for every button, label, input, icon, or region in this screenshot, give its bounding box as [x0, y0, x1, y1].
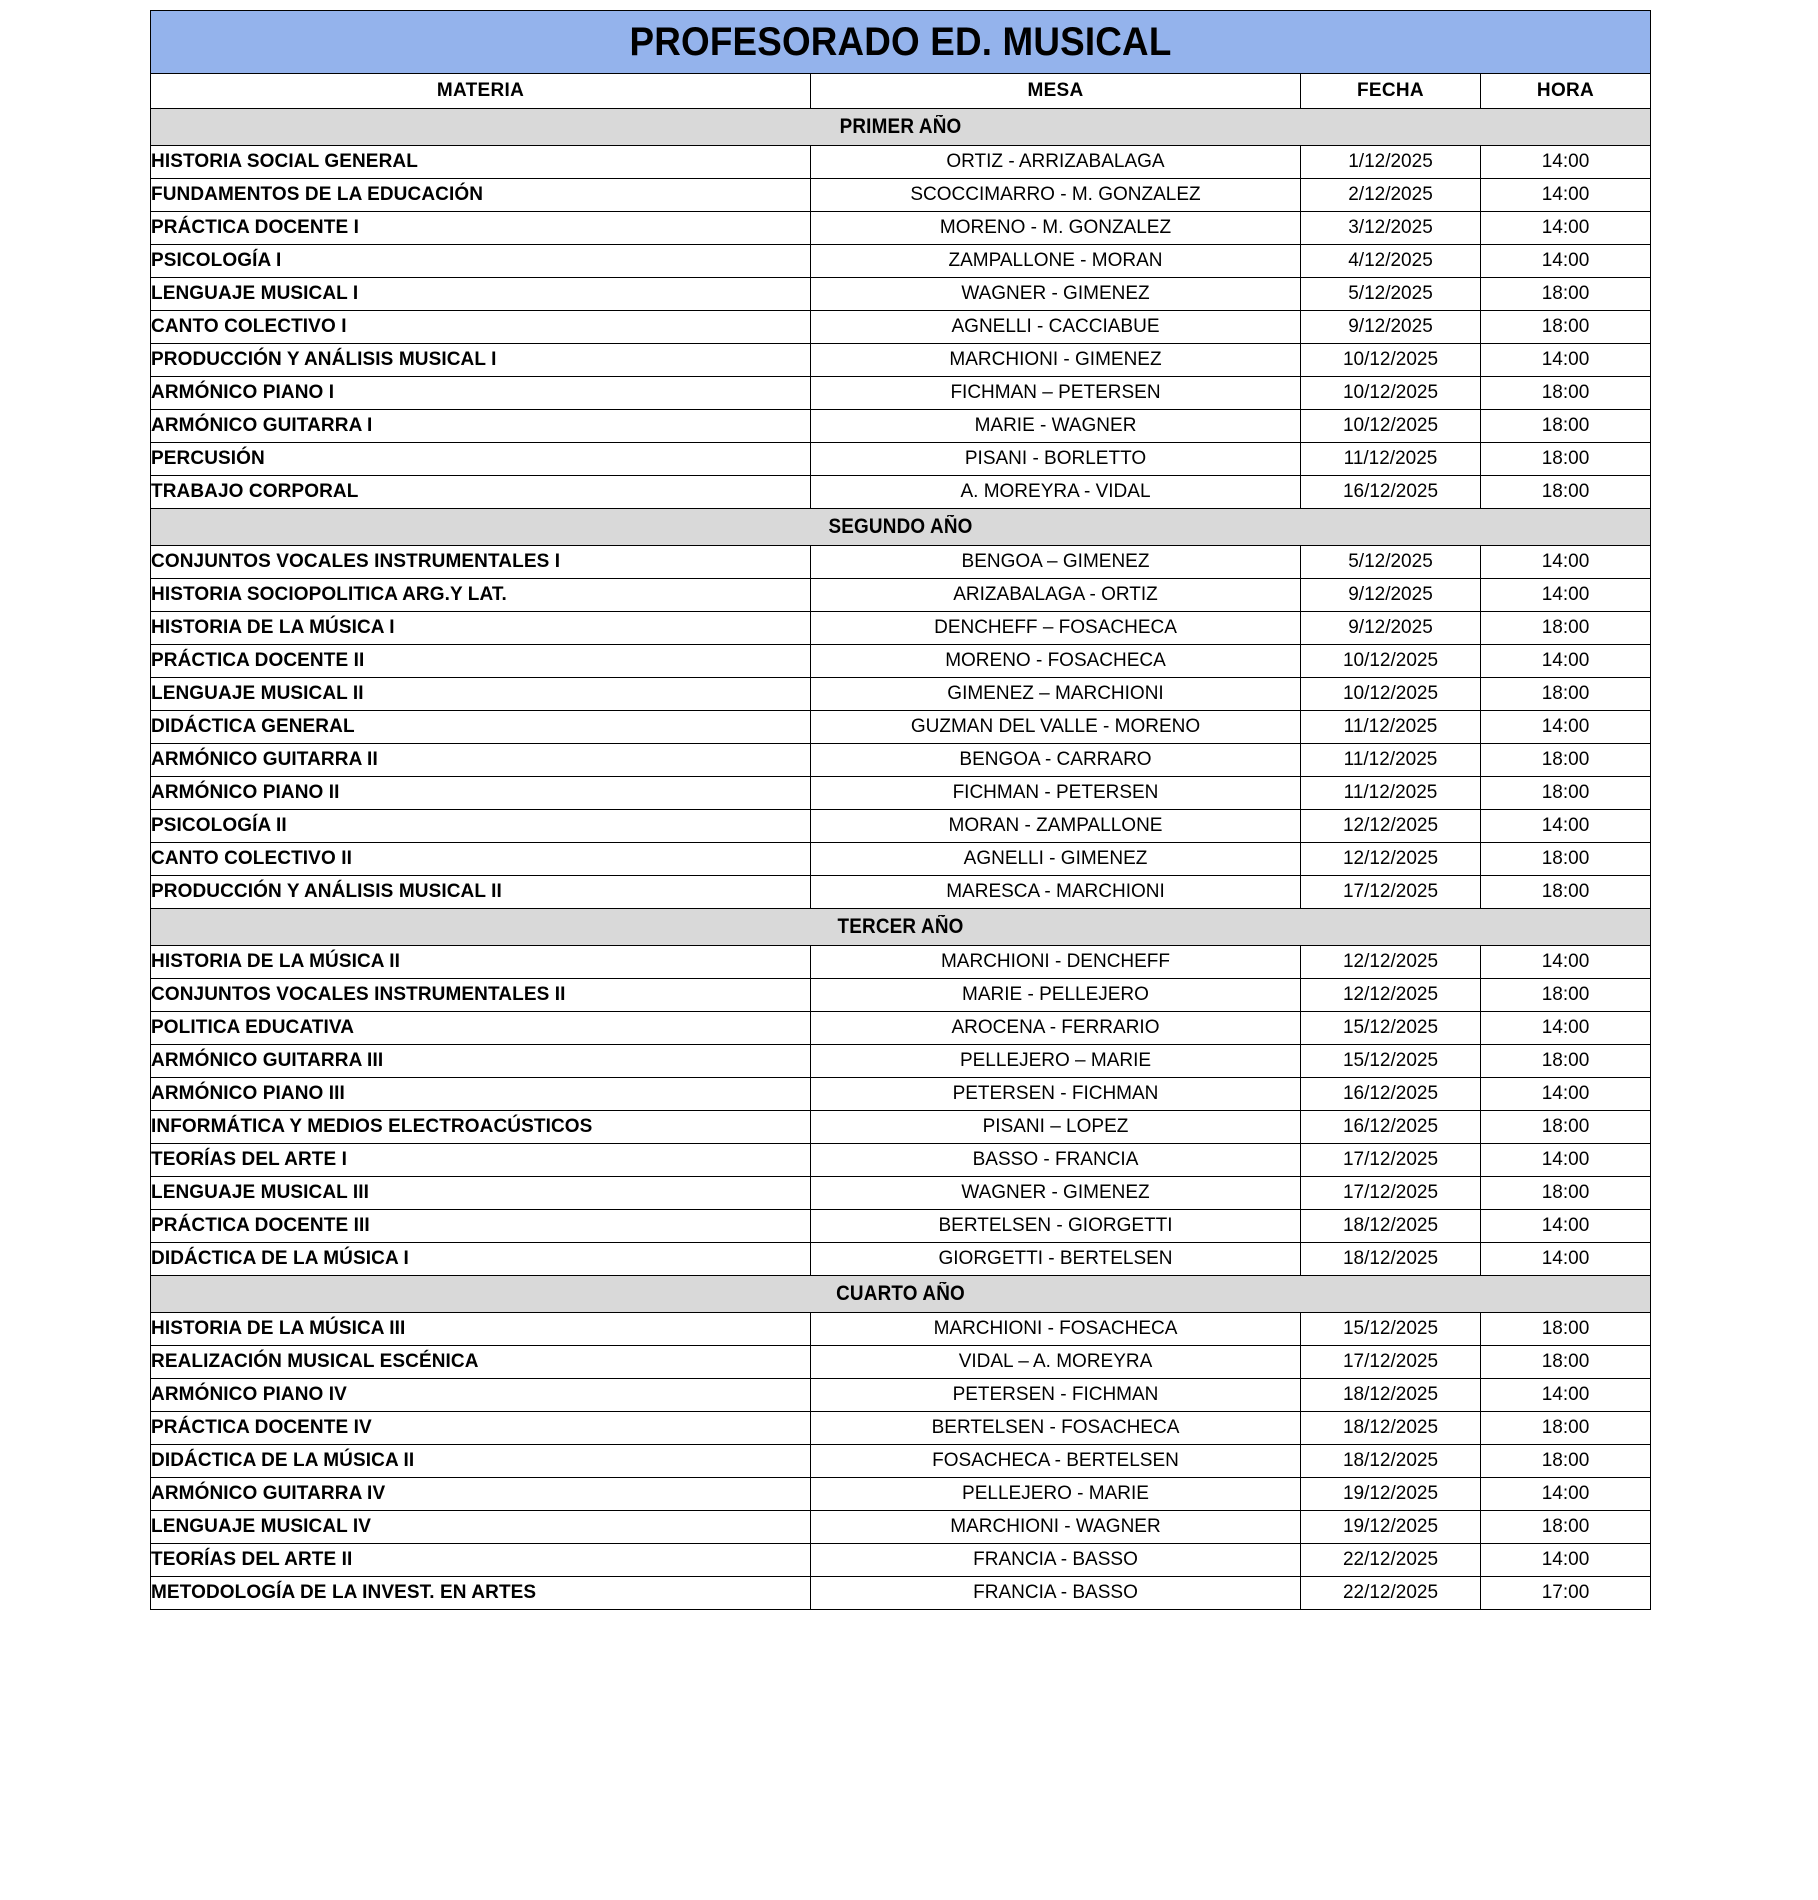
- table-row: [151, 1144, 1651, 1177]
- year-section-text: TERCER AÑO: [837, 915, 964, 938]
- exam-date: 16/12/2025: [1301, 1111, 1481, 1144]
- exam-board: ZAMPALLONE - MORAN: [811, 245, 1301, 278]
- table-row: [151, 678, 1651, 711]
- exam-time: 14:00: [1481, 179, 1651, 212]
- exam-date: 16/12/2025: [1301, 476, 1481, 509]
- exam-time: 14:00: [1481, 344, 1651, 377]
- exam-board: ORTIZ - ARRIZABALAGA: [811, 146, 1301, 179]
- exam-subject: ARMÓNICO PIANO I: [151, 377, 811, 410]
- exam-time: 18:00: [1481, 377, 1651, 410]
- exam-subject: DIDÁCTICA GENERAL: [151, 711, 811, 744]
- column-header-fecha: FECHA: [1301, 74, 1481, 109]
- exam-subject: ARMÓNICO PIANO II: [151, 777, 811, 810]
- table-row: [151, 1012, 1651, 1045]
- table-row: [151, 311, 1651, 344]
- table-row: [151, 1313, 1651, 1346]
- exam-subject: DIDÁCTICA DE LA MÚSICA I: [151, 1243, 811, 1276]
- table-row: [151, 1412, 1651, 1445]
- exam-date: 15/12/2025: [1301, 1313, 1481, 1346]
- exam-time: 14:00: [1481, 1012, 1651, 1045]
- exam-subject: PSICOLOGÍA I: [151, 245, 811, 278]
- exam-time: 18:00: [1481, 1111, 1651, 1144]
- exam-date: 19/12/2025: [1301, 1511, 1481, 1544]
- exam-time: 18:00: [1481, 1511, 1651, 1544]
- exam-date: 22/12/2025: [1301, 1577, 1481, 1610]
- exam-board: GIORGETTI - BERTELSEN: [811, 1243, 1301, 1276]
- exam-time: 18:00: [1481, 1445, 1651, 1478]
- exam-date: 18/12/2025: [1301, 1412, 1481, 1445]
- exam-board: MARCHIONI - WAGNER: [811, 1511, 1301, 1544]
- title-row: [151, 11, 1651, 74]
- exam-board: FICHMAN - PETERSEN: [811, 777, 1301, 810]
- year-section-row: [151, 509, 1651, 546]
- exam-date: 10/12/2025: [1301, 344, 1481, 377]
- exam-board: MARCHIONI - FOSACHECA: [811, 1313, 1301, 1346]
- table-row: [151, 876, 1651, 909]
- table-row: [151, 1346, 1651, 1379]
- exam-board: PELLEJERO – MARIE: [811, 1045, 1301, 1078]
- exam-board: PETERSEN - FICHMAN: [811, 1379, 1301, 1412]
- exam-date: 10/12/2025: [1301, 377, 1481, 410]
- exam-time: 18:00: [1481, 410, 1651, 443]
- table-row: [151, 1577, 1651, 1610]
- exam-date: 15/12/2025: [1301, 1012, 1481, 1045]
- exam-date: 2/12/2025: [1301, 179, 1481, 212]
- exam-board: MORENO - M. GONZALEZ: [811, 212, 1301, 245]
- exam-time: 14:00: [1481, 1379, 1651, 1412]
- exam-board: MARCHIONI - DENCHEFF: [811, 946, 1301, 979]
- exam-subject: CANTO COLECTIVO I: [151, 311, 811, 344]
- exam-time: 18:00: [1481, 1346, 1651, 1379]
- exam-date: 12/12/2025: [1301, 946, 1481, 979]
- exam-subject: TRABAJO CORPORAL: [151, 476, 811, 509]
- exam-board: BASSO - FRANCIA: [811, 1144, 1301, 1177]
- page-title: [151, 11, 1651, 74]
- year-section-text: PRIMER AÑO: [839, 115, 962, 138]
- exam-board: GUZMAN DEL VALLE - MORENO: [811, 711, 1301, 744]
- exam-date: 11/12/2025: [1301, 777, 1481, 810]
- exam-time: 14:00: [1481, 245, 1651, 278]
- exam-subject: PRÁCTICA DOCENTE I: [151, 212, 811, 245]
- table-row: [151, 1379, 1651, 1412]
- exam-board: PISANI – LOPEZ: [811, 1111, 1301, 1144]
- table-row: [151, 1511, 1651, 1544]
- exam-time: 18:00: [1481, 1412, 1651, 1445]
- table-row: [151, 1445, 1651, 1478]
- year-section-text: CUARTO AÑO: [836, 1282, 965, 1305]
- exam-date: 12/12/2025: [1301, 843, 1481, 876]
- exam-date: 11/12/2025: [1301, 744, 1481, 777]
- exam-date: 22/12/2025: [1301, 1544, 1481, 1577]
- exam-subject: PRÁCTICA DOCENTE IV: [151, 1412, 811, 1445]
- exam-date: 17/12/2025: [1301, 1346, 1481, 1379]
- exam-time: 18:00: [1481, 843, 1651, 876]
- exam-date: 18/12/2025: [1301, 1243, 1481, 1276]
- year-section-row: [151, 109, 1651, 146]
- table-row: [151, 476, 1651, 509]
- exam-date: 18/12/2025: [1301, 1445, 1481, 1478]
- exam-board: VIDAL – A. MOREYRA: [811, 1346, 1301, 1379]
- exam-board: ARIZABALAGA - ORTIZ: [811, 579, 1301, 612]
- exam-board: AGNELLI - GIMENEZ: [811, 843, 1301, 876]
- exam-time: 18:00: [1481, 1313, 1651, 1346]
- exam-date: 17/12/2025: [1301, 1177, 1481, 1210]
- exam-board: GIMENEZ – MARCHIONI: [811, 678, 1301, 711]
- exam-time: 14:00: [1481, 645, 1651, 678]
- table-row: [151, 711, 1651, 744]
- exam-time: 18:00: [1481, 476, 1651, 509]
- table-row: [151, 1111, 1651, 1144]
- table-row: [151, 1544, 1651, 1577]
- table-row: [151, 744, 1651, 777]
- exam-time: 18:00: [1481, 1045, 1651, 1078]
- exam-time: 18:00: [1481, 876, 1651, 909]
- exam-time: 18:00: [1481, 278, 1651, 311]
- exam-date: 12/12/2025: [1301, 810, 1481, 843]
- exam-board: MORENO - FOSACHECA: [811, 645, 1301, 678]
- table-row: [151, 546, 1651, 579]
- exam-time: 14:00: [1481, 579, 1651, 612]
- exam-time: 18:00: [1481, 1177, 1651, 1210]
- exam-subject: LENGUAJE MUSICAL I: [151, 278, 811, 311]
- exam-board: AROCENA - FERRARIO: [811, 1012, 1301, 1045]
- exam-board: PETERSEN - FICHMAN: [811, 1078, 1301, 1111]
- exam-subject: CANTO COLECTIVO II: [151, 843, 811, 876]
- exam-subject: TEORÍAS DEL ARTE I: [151, 1144, 811, 1177]
- table-row: [151, 843, 1651, 876]
- exam-board: BENGOA - CARRARO: [811, 744, 1301, 777]
- exam-time: 14:00: [1481, 810, 1651, 843]
- exam-subject: PRÁCTICA DOCENTE II: [151, 645, 811, 678]
- exam-subject: PRODUCCIÓN Y ANÁLISIS MUSICAL II: [151, 876, 811, 909]
- page-title-text: PROFESORADO ED. MUSICAL: [629, 19, 1172, 64]
- exam-board: MARIE - WAGNER: [811, 410, 1301, 443]
- exam-date: 12/12/2025: [1301, 979, 1481, 1012]
- exam-date: 15/12/2025: [1301, 1045, 1481, 1078]
- exam-subject: LENGUAJE MUSICAL III: [151, 1177, 811, 1210]
- exam-time: 14:00: [1481, 1544, 1651, 1577]
- exam-time: 14:00: [1481, 1243, 1651, 1276]
- table-row: [151, 344, 1651, 377]
- exam-subject: ARMÓNICO PIANO IV: [151, 1379, 811, 1412]
- exam-board: WAGNER - GIMENEZ: [811, 1177, 1301, 1210]
- exam-board: FICHMAN – PETERSEN: [811, 377, 1301, 410]
- table-row: [151, 946, 1651, 979]
- exam-board: A. MOREYRA - VIDAL: [811, 476, 1301, 509]
- exam-board: PISANI - BORLETTO: [811, 443, 1301, 476]
- exam-time: 14:00: [1481, 1210, 1651, 1243]
- exam-subject: ARMÓNICO GUITARRA I: [151, 410, 811, 443]
- exam-subject: ARMÓNICO GUITARRA II: [151, 744, 811, 777]
- exam-date: 17/12/2025: [1301, 1144, 1481, 1177]
- table-body: [151, 109, 1651, 1610]
- year-section-text: SEGUNDO AÑO: [828, 515, 973, 538]
- exam-subject: LENGUAJE MUSICAL II: [151, 678, 811, 711]
- exam-date: 9/12/2025: [1301, 579, 1481, 612]
- table-row: [151, 1078, 1651, 1111]
- exam-board: FOSACHECA - BERTELSEN: [811, 1445, 1301, 1478]
- exam-subject: METODOLOGÍA DE LA INVEST. EN ARTES: [151, 1577, 811, 1610]
- table-row: [151, 410, 1651, 443]
- exam-time: 14:00: [1481, 946, 1651, 979]
- column-header-materia: MATERIA: [151, 74, 811, 109]
- table-row: [151, 979, 1651, 1012]
- exam-date: 9/12/2025: [1301, 612, 1481, 645]
- table-row: [151, 146, 1651, 179]
- exam-date: 3/12/2025: [1301, 212, 1481, 245]
- exam-board: PELLEJERO - MARIE: [811, 1478, 1301, 1511]
- exam-subject: CONJUNTOS VOCALES INSTRUMENTALES I: [151, 546, 811, 579]
- exam-subject: HISTORIA DE LA MÚSICA III: [151, 1313, 811, 1346]
- exam-time: 14:00: [1481, 212, 1651, 245]
- exam-subject: FUNDAMENTOS DE LA EDUCACIÓN: [151, 179, 811, 212]
- table-row: [151, 612, 1651, 645]
- exam-date: 4/12/2025: [1301, 245, 1481, 278]
- table-row: [151, 777, 1651, 810]
- exam-subject: REALIZACIÓN MUSICAL ESCÉNICA: [151, 1346, 811, 1379]
- exam-subject: CONJUNTOS VOCALES INSTRUMENTALES II: [151, 979, 811, 1012]
- exam-subject: HISTORIA SOCIAL GENERAL: [151, 146, 811, 179]
- exam-subject: PRODUCCIÓN Y ANÁLISIS MUSICAL I: [151, 344, 811, 377]
- table-row: [151, 179, 1651, 212]
- table-row: [151, 810, 1651, 843]
- exam-time: 14:00: [1481, 146, 1651, 179]
- exam-subject: INFORMÁTICA Y MEDIOS ELECTROACÚSTICOS: [151, 1111, 811, 1144]
- table-row: [151, 645, 1651, 678]
- exam-time: 18:00: [1481, 311, 1651, 344]
- exam-subject: LENGUAJE MUSICAL IV: [151, 1511, 811, 1544]
- column-header-mesa: MESA: [811, 74, 1301, 109]
- table-row: [151, 1478, 1651, 1511]
- exam-date: 5/12/2025: [1301, 278, 1481, 311]
- exam-schedule-table: [150, 10, 1651, 1610]
- exam-time: 18:00: [1481, 678, 1651, 711]
- exam-subject: PSICOLOGÍA II: [151, 810, 811, 843]
- exam-subject: HISTORIA DE LA MÚSICA I: [151, 612, 811, 645]
- exam-subject: HISTORIA SOCIOPOLITICA ARG.Y LAT.: [151, 579, 811, 612]
- exam-time: 14:00: [1481, 1478, 1651, 1511]
- exam-date: 1/12/2025: [1301, 146, 1481, 179]
- exam-date: 10/12/2025: [1301, 678, 1481, 711]
- year-section-label: [151, 1276, 1651, 1313]
- exam-board: FRANCIA - BASSO: [811, 1544, 1301, 1577]
- exam-date: 16/12/2025: [1301, 1078, 1481, 1111]
- exam-date: 10/12/2025: [1301, 645, 1481, 678]
- exam-board: BENGOA – GIMENEZ: [811, 546, 1301, 579]
- table-row: [151, 443, 1651, 476]
- exam-subject: PERCUSIÓN: [151, 443, 811, 476]
- exam-subject: POLITICA EDUCATIVA: [151, 1012, 811, 1045]
- exam-subject: TEORÍAS DEL ARTE II: [151, 1544, 811, 1577]
- exam-subject: PRÁCTICA DOCENTE III: [151, 1210, 811, 1243]
- exam-board: MARIE - PELLEJERO: [811, 979, 1301, 1012]
- exam-board: WAGNER - GIMENEZ: [811, 278, 1301, 311]
- exam-board: MARESCA - MARCHIONI: [811, 876, 1301, 909]
- column-header-row: [151, 74, 1651, 109]
- table-row: [151, 278, 1651, 311]
- table-row: [151, 377, 1651, 410]
- exam-board: DENCHEFF – FOSACHECA: [811, 612, 1301, 645]
- table-row: [151, 579, 1651, 612]
- exam-time: 14:00: [1481, 1078, 1651, 1111]
- exam-subject: ARMÓNICO PIANO III: [151, 1078, 811, 1111]
- exam-time: 14:00: [1481, 546, 1651, 579]
- exam-date: 19/12/2025: [1301, 1478, 1481, 1511]
- exam-board: BERTELSEN - FOSACHECA: [811, 1412, 1301, 1445]
- table-row: [151, 1045, 1651, 1078]
- exam-board: AGNELLI - CACCIABUE: [811, 311, 1301, 344]
- exam-time: 14:00: [1481, 711, 1651, 744]
- table-row: [151, 1210, 1651, 1243]
- table-row: [151, 1177, 1651, 1210]
- year-section-row: [151, 1276, 1651, 1313]
- exam-time: 18:00: [1481, 443, 1651, 476]
- exam-date: 18/12/2025: [1301, 1210, 1481, 1243]
- exam-date: 18/12/2025: [1301, 1379, 1481, 1412]
- exam-subject: ARMÓNICO GUITARRA III: [151, 1045, 811, 1078]
- exam-board: MORAN - ZAMPALLONE: [811, 810, 1301, 843]
- exam-date: 11/12/2025: [1301, 711, 1481, 744]
- exam-subject: HISTORIA DE LA MÚSICA II: [151, 946, 811, 979]
- column-header-hora: HORA: [1481, 74, 1651, 109]
- exam-board: SCOCCIMARRO - M. GONZALEZ: [811, 179, 1301, 212]
- year-section-row: [151, 909, 1651, 946]
- year-section-label: [151, 509, 1651, 546]
- exam-board: MARCHIONI - GIMENEZ: [811, 344, 1301, 377]
- exam-date: 5/12/2025: [1301, 546, 1481, 579]
- exam-time: 17:00: [1481, 1577, 1651, 1610]
- exam-date: 11/12/2025: [1301, 443, 1481, 476]
- exam-time: 18:00: [1481, 744, 1651, 777]
- table-row: [151, 245, 1651, 278]
- year-section-label: [151, 909, 1651, 946]
- table-row: [151, 212, 1651, 245]
- exam-date: 17/12/2025: [1301, 876, 1481, 909]
- year-section-label: [151, 109, 1651, 146]
- table-header: [151, 11, 1651, 109]
- exam-subject: ARMÓNICO GUITARRA IV: [151, 1478, 811, 1511]
- exam-date: 9/12/2025: [1301, 311, 1481, 344]
- exam-date: 10/12/2025: [1301, 410, 1481, 443]
- exam-board: BERTELSEN - GIORGETTI: [811, 1210, 1301, 1243]
- exam-board: FRANCIA - BASSO: [811, 1577, 1301, 1610]
- exam-time: 18:00: [1481, 979, 1651, 1012]
- exam-time: 18:00: [1481, 777, 1651, 810]
- table-row: [151, 1243, 1651, 1276]
- exam-time: 14:00: [1481, 1144, 1651, 1177]
- exam-time: 18:00: [1481, 612, 1651, 645]
- exam-subject: DIDÁCTICA DE LA MÚSICA II: [151, 1445, 811, 1478]
